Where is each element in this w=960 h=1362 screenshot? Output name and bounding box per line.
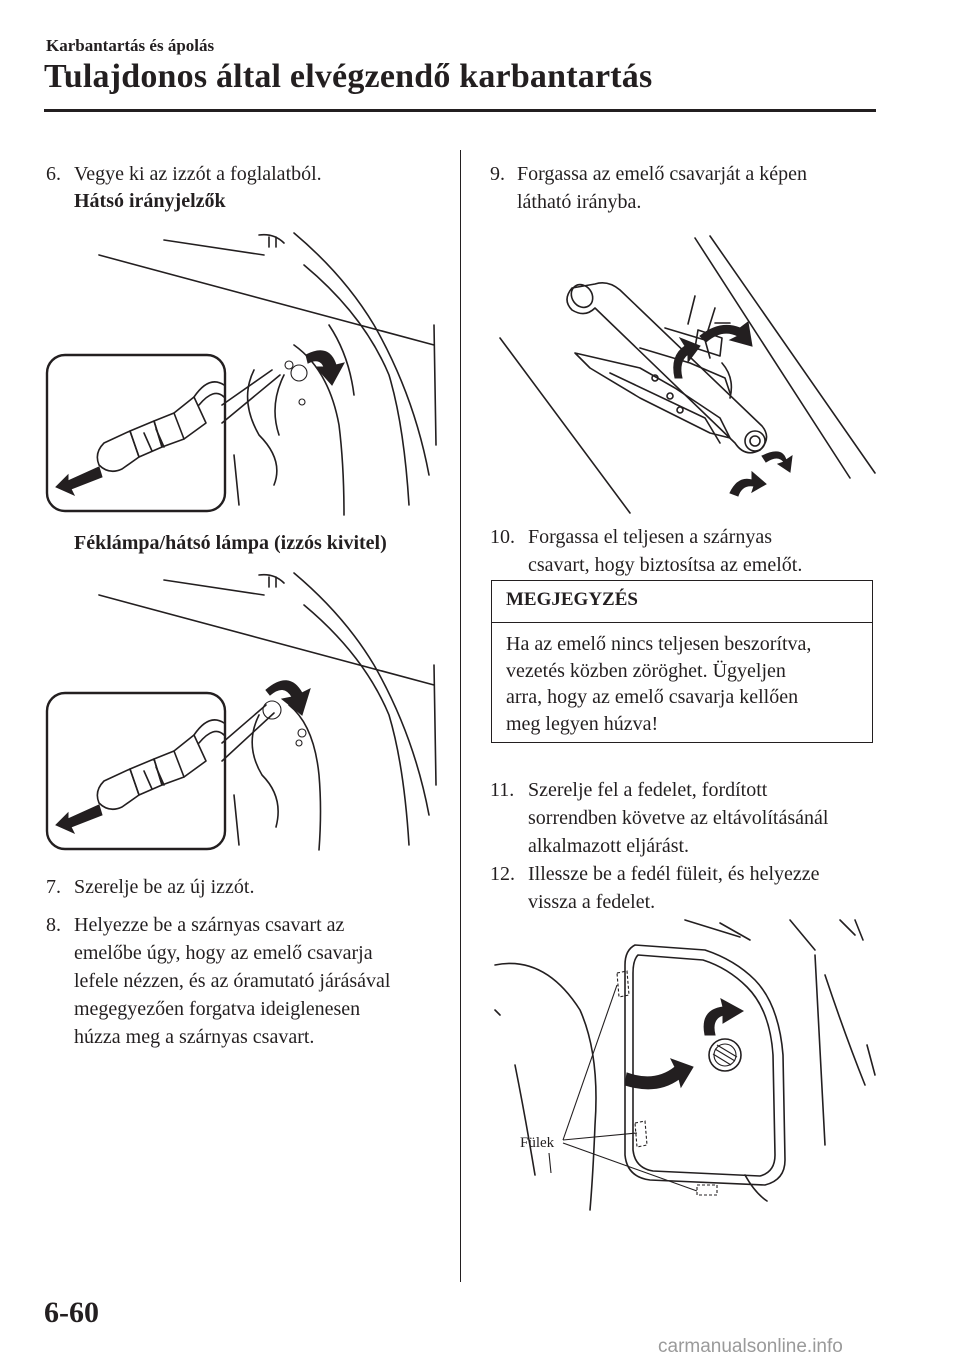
- note-header: [492, 581, 872, 623]
- note-line: vezetés közben zöröghet. Ügyeljen: [506, 659, 786, 682]
- step-text-line: Forgassa az emelő csavarját a képen: [517, 163, 808, 185]
- figure-cover-tabs: [485, 915, 885, 1215]
- step-text-line: csavart, hogy biztosítsa az emelőt.: [528, 554, 803, 576]
- step-text-line: emelőbe úgy, hogy az emelő csavarja: [74, 942, 373, 964]
- step-text-line: lefele nézzen, és az óramutató járásával: [74, 970, 391, 992]
- column-divider: [460, 150, 461, 1282]
- step-text-line: Helyezze be a szárnyas csavart az: [74, 914, 345, 936]
- note-heading: MEGJEGYZÉS: [506, 589, 638, 610]
- step-text: Szerelje be az új izzót.: [74, 876, 255, 898]
- note-line: Ha az emelő nincs teljesen beszorítva,: [506, 633, 812, 655]
- step-number: 10.: [490, 526, 515, 548]
- step-8: [46, 911, 456, 1051]
- step-number: 11.: [490, 779, 515, 801]
- step-number: 8.: [46, 914, 61, 936]
- step-number: 6.: [46, 163, 61, 185]
- figure-caption-rear-turn-signals: Hátsó irányjelzők: [74, 190, 226, 212]
- step-text-line: Szerelje fel a fedelet, fordított: [528, 779, 768, 801]
- step-number: 7.: [46, 876, 61, 898]
- step-text-line: Illessze be a fedél füleit, és helyezze: [528, 863, 820, 885]
- step-text-line: húzza meg a szárnyas csavart.: [74, 1026, 315, 1048]
- figure-jack: [490, 228, 880, 518]
- step-9: [490, 160, 880, 216]
- figure-brake-tail-lamp: [44, 565, 444, 855]
- step-7: [46, 873, 446, 901]
- step-text-line: vissza a fedelet.: [528, 891, 656, 913]
- step-text-line: sorrendben követve az eltávolításánál: [528, 807, 829, 829]
- page-title: Tulajdonos által elvégzendő karbantartás: [44, 58, 653, 95]
- note-line: arra, hogy az emelő csavarja kellően: [506, 686, 799, 708]
- note-line: meg legyen húzva!: [506, 712, 659, 735]
- step-text-line: Forgassa el teljesen a szárnyas: [528, 526, 772, 548]
- step-12: [490, 860, 880, 916]
- step-number: 12.: [490, 863, 515, 885]
- tabs-label: Fülek: [520, 1135, 555, 1151]
- step-text-line: látható irányba.: [517, 191, 642, 213]
- step-11: [490, 776, 880, 860]
- page-number: 6-60: [44, 1296, 99, 1329]
- title-rule: [44, 109, 876, 112]
- watermark: carmanualsonline.info: [658, 1336, 843, 1357]
- section-label: Karbantartás és ápolás: [46, 36, 215, 55]
- note-box: [491, 580, 873, 743]
- note-body: [506, 631, 866, 737]
- step-10: [490, 523, 880, 579]
- figure-caption-brake-tail-lamp: Féklámpa/hátsó lámpa (izzós kivitel): [74, 532, 387, 554]
- step-text: Vegye ki az izzót a foglalatból.: [74, 163, 322, 185]
- step-number: 9.: [490, 163, 505, 185]
- step-text-line: megegyezően forgatva ideiglenesen: [74, 998, 361, 1020]
- figure-rear-turn-signal: [44, 225, 444, 525]
- step-text-line: alkalmazott eljárást.: [528, 835, 690, 857]
